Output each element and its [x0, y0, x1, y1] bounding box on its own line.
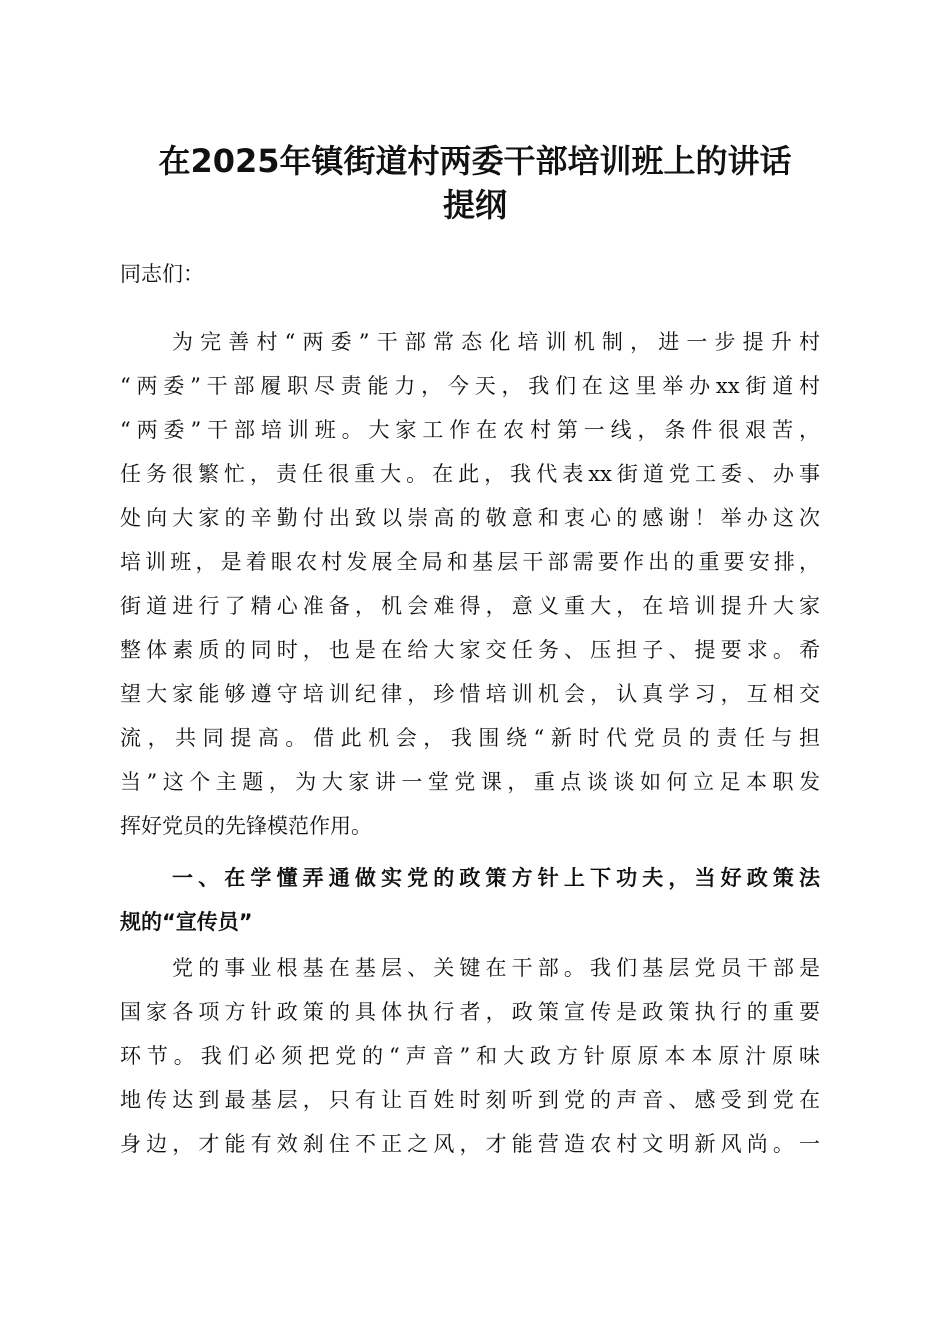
paragraph-line: 望大家能够遵守培训纪律，珍惜培训机会，认真学习，互相交 [120, 682, 820, 706]
section-heading-line-2: 规的“宣传员” [120, 910, 253, 934]
paragraph-line: 环节。我们必须把党的“声音”和大政方针原原本本原汁原味 [120, 1044, 820, 1068]
paragraph-line: 党的事业根基在基层、关键在干部。我们基层党员干部是 [172, 956, 820, 980]
section-heading-line-1: 一、在学懂弄通做实党的政策方针上下功夫，当好政策法 [172, 866, 820, 890]
paragraph-line: 地传达到最基层，只有让百姓时刻听到党的声音、感受到党在 [120, 1088, 820, 1112]
paragraph-line: 国家各项方针政策的具体执行者，政策宣传是政策执行的重要 [120, 1000, 820, 1024]
paragraph-line: 挥好党员的先锋模范作用。 [120, 814, 372, 838]
paragraph-line: “两委”干部履职尽责能力，今天，我们在这里举办xx街道村 [120, 374, 820, 398]
paragraph-line: “两委”干部培训班。大家工作在农村第一线，条件很艰苦， [120, 418, 820, 442]
paragraph-line: 任务很繁忙，责任很重大。在此，我代表xx街道党工委、办事 [120, 462, 820, 486]
paragraph-line: 培训班，是着眼农村发展全局和基层干部需要作出的重要安排， [120, 550, 820, 574]
paragraph-line: 流，共同提高。借此机会，我围绕“新时代党员的责任与担 [120, 726, 820, 750]
document-title-line-1: 在2025年镇街道村两委干部培训班上的讲话 [158, 142, 792, 180]
paragraph-line: 为完善村“两委”干部常态化培训机制，进一步提升村 [172, 330, 820, 354]
document-title-line-2: 提纲 [442, 186, 507, 224]
paragraph-line: 身边，才能有效刹住不正之风，才能营造农村文明新风尚。一 [120, 1132, 820, 1156]
paragraph-line: 处向大家的辛勤付出致以崇高的敬意和衷心的感谢！举办这次 [120, 506, 820, 530]
paragraph-line: 当”这个主题，为大家讲一堂党课，重点谈谈如何立足本职发 [120, 770, 820, 794]
paragraph-line: 整体素质的同时，也是在给大家交任务、压担子、提要求。希 [120, 638, 820, 662]
salutation: 同志们： [120, 262, 204, 286]
paragraph-line: 街道进行了精心准备，机会难得，意义重大，在培训提升大家 [120, 594, 820, 618]
